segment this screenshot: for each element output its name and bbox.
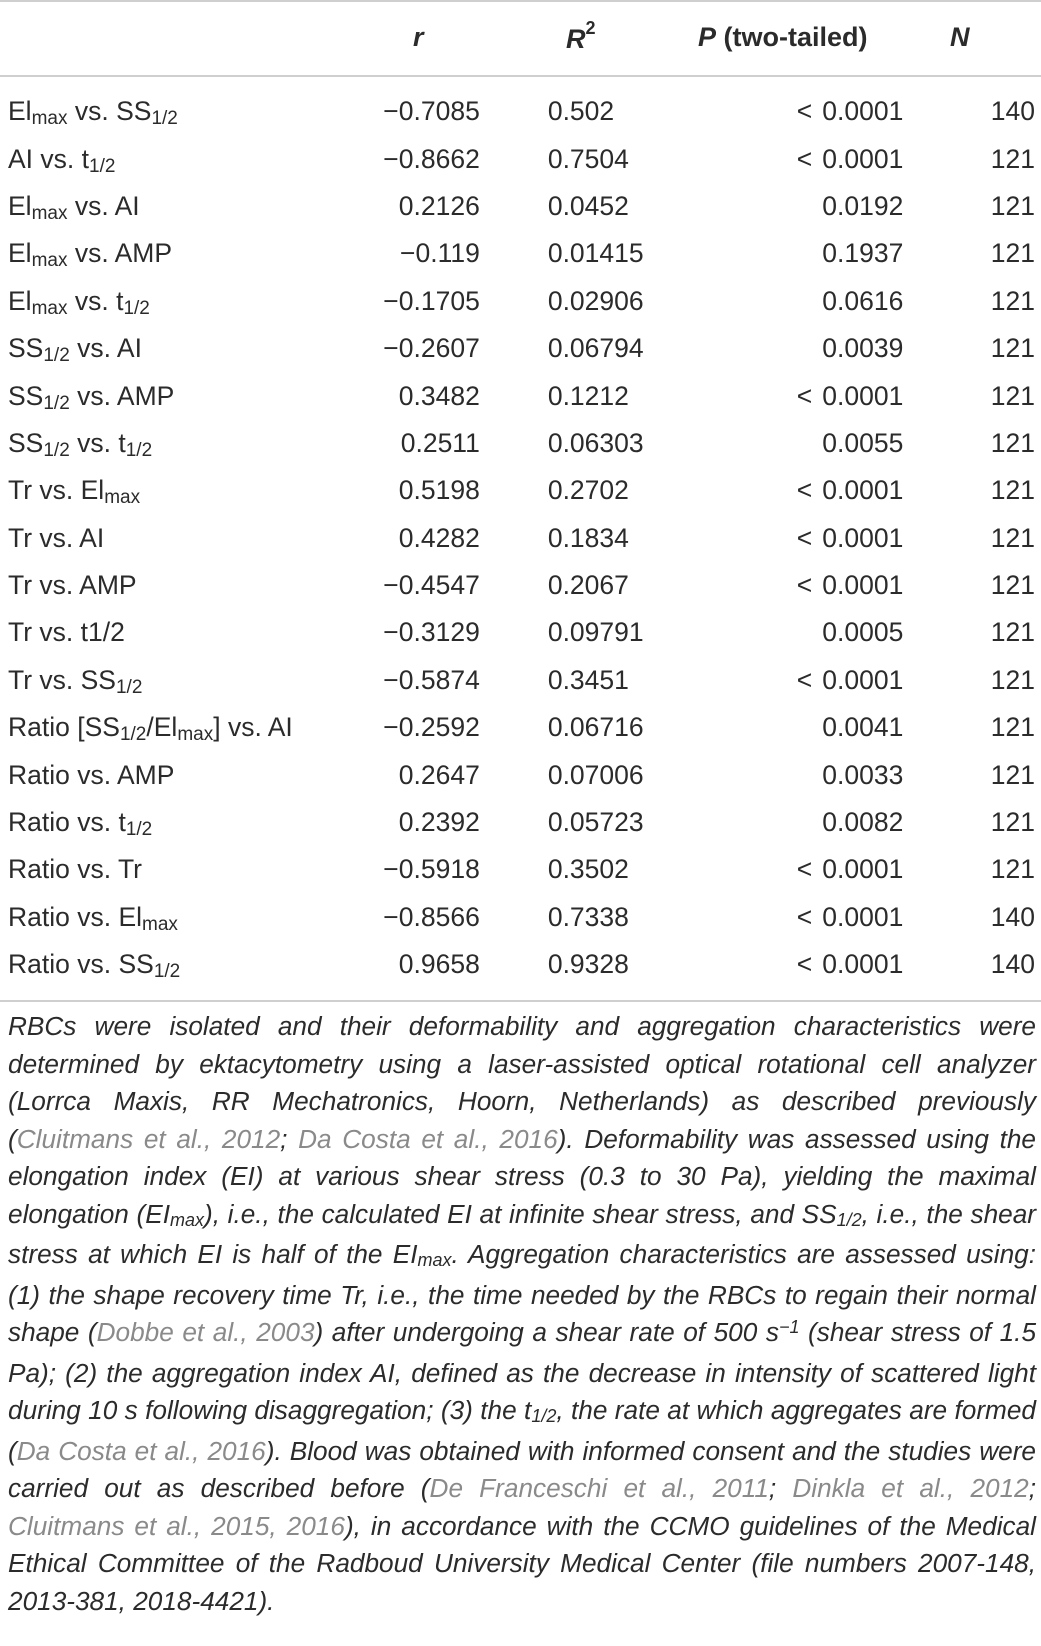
top-rule <box>0 0 1041 2</box>
table-row <box>0 609 1041 656</box>
table-footnote: RBCs were isolated and their deformability and aggregation characteristics were determined by ektacytometry using a laser-assisted optical rotational cell analyzer (Lorrca Maxis, RR Mechatronics, Hoorn, Netherlands) as described previously (Cluitmans et al., 2012; Da Costa et al., 2016). Deformability was assessed using the elongation index (EI) at various shear stress (0.3 to 30 Pa), yielding the maximal elongation $(EI_{max})$, i.e., the calculated EI at infinite shear stress, and $SS_{1/2}$, i.e., the shear stress at which EI is half of the $EI_{max}$. Aggregation characteristics are assessed using: (1) the shape recovery time Tr, i.e., the time needed by the RBCs to regain their normal shape (Dobbe et al., 2003) after undergoing a shear rate of 500 $s^{-1}$ (shear stress of 1.5 Pa); (2) the aggregation index AI, defined as the decrease in intensity of scattered light during 10 s following disaggregation; (3) the $t_{1/2}$, the rate at which aggregates are formed (Da Costa et al., 2016). Blood was obtained with informed consent and the studies were carried out as described before (De Franceschi et al., 2011; Dinkla et al., 2012; Cluitmans et al., 2015, 2016), in accordance with the CCMO guidelines of the Medical Ethical Committee of the Radboud University Medical Center (file numbers 2007-148, 2013-381, 2018-4421). <box>8 1011 1037 1616</box>
cell-r-squared: 0.502 <box>547 96 615 127</box>
citation-link[interactable]: Da Costa et al., 2016 <box>298 1123 558 1154</box>
cell-r: −0.8566 <box>383 901 480 932</box>
row-label: Tr vs. AMP <box>8 570 137 601</box>
cell-r-squared: 0.09791 <box>547 617 644 648</box>
cell-n: 121 <box>990 285 1035 316</box>
cell-p-value: < 0.0001 <box>796 380 904 411</box>
cell-n: 121 <box>990 238 1035 269</box>
table-row <box>0 372 1041 419</box>
cell-r-squared: 0.2067 <box>547 570 629 601</box>
cell-r: −0.2592 <box>383 712 480 743</box>
cell-n: 121 <box>990 854 1035 885</box>
cell-r: −0.1705 <box>383 285 480 316</box>
citation-link[interactable]: De Franceschi et al., 2011 <box>429 1473 769 1503</box>
cell-r: −0.4547 <box>383 570 480 601</box>
cell-r-squared: 0.7504 <box>547 143 629 174</box>
cell-p-value: < 0.0001 <box>796 664 904 695</box>
row-label: $El_{max}$ vs. $t_{1/2}$ <box>8 285 150 319</box>
cell-n: 140 <box>990 901 1035 932</box>
row-label: Ratio vs. $SS_{1/2}$ <box>8 949 181 983</box>
cell-p-value: 0.0616 <box>822 285 904 316</box>
table-row <box>0 135 1041 182</box>
cell-n: 121 <box>990 759 1035 790</box>
cell-n: 121 <box>990 475 1035 506</box>
row-label: $El_{max}$ vs. $SS_{1/2}$ <box>8 96 178 130</box>
table-row <box>0 420 1041 467</box>
cell-r-squared: 0.2702 <box>547 475 629 506</box>
table-row <box>0 704 1041 751</box>
cell-p-value: < 0.0001 <box>796 522 904 553</box>
row-label: Ratio vs. $El_{max}$ <box>8 901 178 935</box>
cell-r-squared: 0.9328 <box>547 949 629 980</box>
cell-n: 121 <box>990 664 1035 695</box>
cell-p-value: 0.1937 <box>822 238 904 269</box>
header-p-two-tailed: P (two-tailed) <box>698 22 868 52</box>
header-n: N <box>950 22 970 52</box>
cell-r: −0.3129 <box>383 617 480 648</box>
table-row <box>0 278 1041 325</box>
cell-r-squared: 0.06794 <box>547 333 644 364</box>
cell-n: 140 <box>990 96 1035 127</box>
cell-r-squared: 0.7338 <box>547 901 629 932</box>
row-label: Tr vs. $SS_{1/2}$ <box>8 664 143 698</box>
table-row <box>0 799 1041 846</box>
cell-p-value: 0.0055 <box>822 427 904 458</box>
cell-n: 121 <box>990 617 1035 648</box>
cell-p-value: 0.0041 <box>822 712 904 743</box>
table-row <box>0 467 1041 514</box>
row-label: Tr vs. AI <box>8 522 105 553</box>
cell-r: 0.2126 <box>398 190 480 221</box>
cell-n: 121 <box>990 190 1035 221</box>
table-row <box>0 515 1041 562</box>
header-r-squared: $R^2$ <box>566 18 596 54</box>
cell-n: 121 <box>990 712 1035 743</box>
cell-r: 0.5198 <box>398 475 480 506</box>
correlation-table <box>0 88 1041 988</box>
table-row <box>0 88 1041 135</box>
cell-p-value: < 0.0001 <box>796 901 904 932</box>
cell-r: 0.9658 <box>398 949 480 980</box>
header-r: r <box>413 22 424 52</box>
citation-link[interactable]: Cluitmans et al., 2015, 2016 <box>8 1510 345 1541</box>
row-label: Ratio $[SS_{1/2}/El_{max}]$ vs. AI <box>8 712 293 746</box>
header-rule <box>0 75 1041 77</box>
table-row <box>0 230 1041 277</box>
cell-r-squared: 0.05723 <box>547 807 644 838</box>
cell-r-squared: 0.07006 <box>547 759 644 790</box>
table-row <box>0 846 1041 893</box>
cell-r-squared: 0.06303 <box>547 427 644 458</box>
table-row <box>0 183 1041 230</box>
cell-r: 0.2647 <box>398 759 480 790</box>
row-label: Tr vs. t1/2 <box>8 617 125 648</box>
cell-r-squared: 0.3451 <box>547 664 629 695</box>
cell-r: −0.2607 <box>383 333 480 364</box>
cell-p-value: 0.0005 <box>822 617 904 648</box>
cell-n: 121 <box>990 807 1035 838</box>
cell-r-squared: 0.3502 <box>547 854 629 885</box>
row-label: $El_{max}$ vs. AMP <box>8 238 173 272</box>
cell-r: −0.7085 <box>383 96 480 127</box>
row-label: Ratio vs. $t_{1/2}$ <box>8 807 153 841</box>
cell-r: −0.8662 <box>383 143 480 174</box>
cell-r-squared: 0.0452 <box>547 190 629 221</box>
cell-p-value: < 0.0001 <box>796 143 904 174</box>
row-label: Ratio vs. Tr <box>8 854 143 885</box>
row-label: $SS_{1/2}$ vs. AMP <box>8 380 175 414</box>
cell-r: 0.2511 <box>400 427 480 458</box>
cell-p-value: < 0.0001 <box>796 570 904 601</box>
citation-link[interactable]: Dobbe et al., 2003 <box>96 1317 315 1347</box>
cell-n: 121 <box>990 143 1035 174</box>
row-label: AI vs. $t_{1/2}$ <box>8 143 116 177</box>
row-label: Tr vs. $El_{max}$ <box>8 475 141 509</box>
cell-n: 121 <box>990 380 1035 411</box>
cell-n: 121 <box>990 427 1035 458</box>
cell-p-value: < 0.0001 <box>796 949 904 980</box>
table-row <box>0 562 1041 609</box>
cell-n: 121 <box>990 570 1035 601</box>
citation-link[interactable]: Dinkla et al., 2012 <box>792 1473 1029 1503</box>
cell-n: 121 <box>990 522 1035 553</box>
row-label: $El_{max}$ vs. AI <box>8 190 140 224</box>
cell-p-value: < 0.0001 <box>796 96 904 127</box>
table-row <box>0 751 1041 798</box>
row-label: Ratio vs. AMP <box>8 759 175 790</box>
citation-link[interactable]: Da Costa et al., 2016 <box>16 1435 266 1466</box>
cell-r-squared: 0.1212 <box>547 380 629 411</box>
citation-link[interactable]: Cluitmans et al., 2012 <box>16 1123 281 1154</box>
cell-r-squared: 0.1834 <box>547 522 629 553</box>
cell-r-squared: 0.01415 <box>547 238 644 269</box>
table-row <box>0 325 1041 372</box>
cell-p-value: 0.0082 <box>822 807 904 838</box>
cell-p-value: 0.0033 <box>822 759 904 790</box>
cell-r: −0.119 <box>400 238 480 269</box>
cell-n: 121 <box>990 333 1035 364</box>
bottom-rule <box>0 1000 1041 1002</box>
cell-r: 0.4282 <box>398 522 480 553</box>
cell-r: 0.3482 <box>398 380 480 411</box>
cell-r-squared: 0.06716 <box>547 712 644 743</box>
cell-p-value: 0.0039 <box>822 333 904 364</box>
row-label: $SS_{1/2}$ vs. $t_{1/2}$ <box>8 427 153 461</box>
row-label: $SS_{1/2}$ vs. AI <box>8 333 142 367</box>
cell-p-value: < 0.0001 <box>796 854 904 885</box>
cell-r-squared: 0.02906 <box>547 285 644 316</box>
cell-r: −0.5874 <box>383 664 480 695</box>
cell-p-value: < 0.0001 <box>796 475 904 506</box>
table-row <box>0 941 1041 988</box>
table-row <box>0 657 1041 704</box>
cell-r: 0.2392 <box>398 807 480 838</box>
cell-n: 140 <box>990 949 1035 980</box>
cell-r: −0.5918 <box>383 854 480 885</box>
cell-p-value: 0.0192 <box>822 190 904 221</box>
table-row <box>0 894 1041 941</box>
